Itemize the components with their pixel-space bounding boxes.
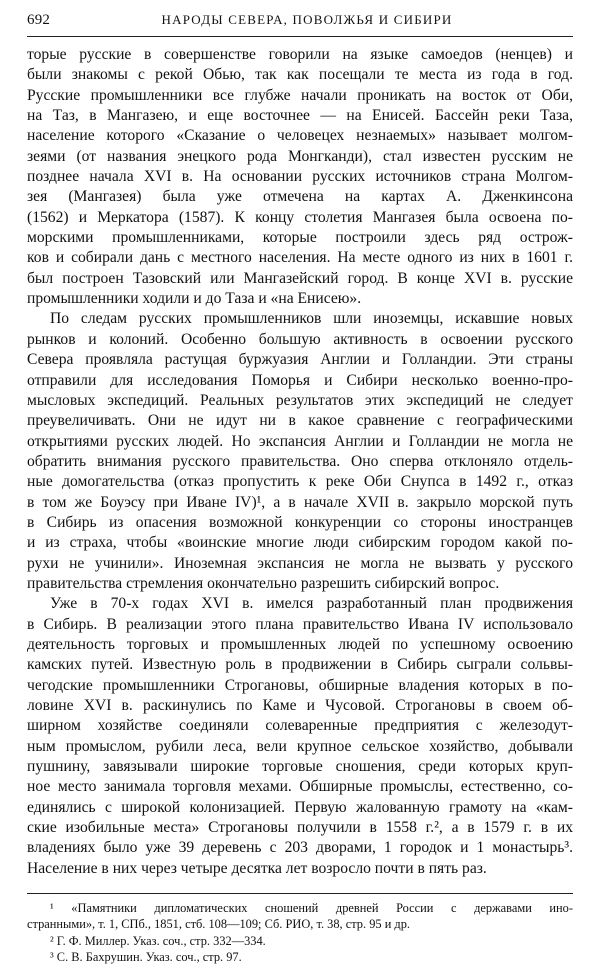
text-line: преувеличивать. Они не идут ни в какое сравнение с географическими <box>27 412 573 430</box>
text-line: отправили для исследования Поморья и Сибири несколько военно-про- <box>27 371 573 389</box>
text-line: ные домогательства (отказ пропустить к реке Оби Снупса в 1492 г., отказ <box>27 473 573 491</box>
text-line: Население в них через четыре десятка лет возросло почти в пять раз. <box>27 859 487 877</box>
text-line: Уже в 70-х годах XVI в. имелся разработанный план продвижения <box>50 595 573 613</box>
text-line: По следам русских промышленников шли иноземцы, искавшие новых <box>50 310 573 328</box>
paragraph-1 <box>27 45 573 309</box>
text-line: ширном хозяйстве соединяли солеваренные предприятия с железодут- <box>27 717 573 735</box>
text-line: морскими промышленниками, которые построили здесь ряд острож- <box>27 229 573 247</box>
text-line: рынков и колоний. Особенно большую активность в освоении русского <box>27 330 573 348</box>
running-header <box>27 12 573 34</box>
text-line: позднее начала XVI в. На основании русских источников страна Молгом- <box>27 168 573 186</box>
footnote-line: ¹ «Памятники дипломатических сношений древней России с державами ино- <box>50 901 573 916</box>
text-line: владениях было уже 39 деревень с 203 дворами, 1 городок и 1 монастырь³. <box>27 839 573 857</box>
text-line: ным промыслом, рубили леса, вели крупное сельское хозяйство, добывали <box>27 737 573 755</box>
text-line: и из страха, чтобы «воинские многие люди сибирским городом какой по- <box>27 534 573 552</box>
text-line: камских путей. Известную роль в продвижении в Сибирь сыграли сольвы- <box>27 656 573 674</box>
footnotes <box>27 900 573 965</box>
footnote-3 <box>27 949 573 965</box>
footnote-rule <box>27 893 573 894</box>
text-line: единялись с широкой колонизацией. Первую жалованную грамоту на «кам- <box>27 798 573 816</box>
text-line: население которого «Сказание о человецех незнаемых» называет молгом- <box>27 127 573 145</box>
text-line: деятельность торговых и промышленных людей по успешному освоению <box>27 635 573 653</box>
text-line: ские изобильные места» Строгановы получили в 1558 г.², а в 1579 г. в их <box>27 819 573 837</box>
text-line: зеями (от названия энецкого рода Монгканди), стал известен русским не <box>27 147 573 165</box>
text-line: на Таз, в Мангазею, и еще восточнее — на Енисей. Бассейн реки Таза, <box>27 107 573 125</box>
footnote-2 <box>27 933 573 949</box>
body-text <box>27 45 573 879</box>
text-line: ное место занимала торговля мехами. Обширные промыслы, естественно, со- <box>27 778 573 796</box>
footnote-1 <box>27 900 573 932</box>
book-page <box>27 12 573 965</box>
text-line: мысловых экспедиций. Реальных результатов этих экспедиций не следует <box>27 391 573 409</box>
text-line: правительства стремления окончательно разрешить сибирский вопрос. <box>27 574 500 592</box>
footnote-line: ² Г. Ф. Миллер. Указ. соч., стр. 332—334. <box>50 933 266 948</box>
page-number: 692 <box>27 12 51 28</box>
text-line: Севера проявляла растущая буржуазия Англии и Голландии. Эти страны <box>27 351 573 369</box>
text-line: торые русские в совершенстве говорили на языке самоедов (ненцев) и <box>27 46 573 63</box>
text-line: в Сибирь. В реализации этого плана правительство Ивана IV использовало <box>27 615 573 633</box>
running-title: НАРОДЫ СЕВЕРА, ПОВОЛЖЬЯ И СИБИРИ <box>161 12 453 27</box>
text-line: зея (Мангазея) была уже отмечена на картах А. Дженкинсона <box>27 188 573 206</box>
text-line: пушнину, завязывали широкие торговые сношения, среди которых круп- <box>27 758 573 776</box>
text-line: в том же Боуэсу при Иване IV)¹, а в начале XVII в. закрыло морской путь <box>27 493 573 511</box>
header-rule <box>27 36 573 37</box>
text-line: рухи не учинили». Иноземная экспансия не могла не вызвать у русского <box>27 554 573 572</box>
text-line: обратить внимания русского правительства. Оно сперва отклоняло отдель- <box>27 452 573 470</box>
text-line: открытиями русских людей. Но экспансия Англии и Голландии не могла не <box>27 432 573 450</box>
text-line: ловине XVI в. раскинулись по Каме и Чусовой. Строгановы в своем об- <box>27 697 573 714</box>
text-line: промышленники ходили и до Таза и «на Енисею». <box>27 290 362 308</box>
footnote-line: странными», т. 1, СПб., 1851, стб. 108—109; Сб. РИО, т. 38, стр. 95 и др. <box>27 917 411 932</box>
paragraph-3 <box>27 594 573 879</box>
text-line: в Сибирь из опасения возможной конкуренции со стороны иностранцев <box>27 513 573 531</box>
text-line: был построен Тазовский или Мангазейский город. В конце XVI в. русские <box>27 269 573 287</box>
text-line: (1562) и Меркатора (1587). К концу столетия Мангазея была освоена по- <box>27 208 573 226</box>
text-line: чегодские промышленники Строгановы, обширные владения которых в по- <box>27 676 573 694</box>
text-line: Русские промышленники все глубже начали проникать на восток от Оби, <box>27 86 573 104</box>
text-line: ков и собирали дань с местного населения. На месте одного из них в 1601 г. <box>27 249 573 267</box>
footnote-line: ³ С. В. Бахрушин. Указ. соч., стр. 97. <box>50 949 242 964</box>
text-line: были знакомы с рекой Обью, так как посещали те места из года в год. <box>27 66 573 84</box>
paragraph-2 <box>27 309 573 594</box>
